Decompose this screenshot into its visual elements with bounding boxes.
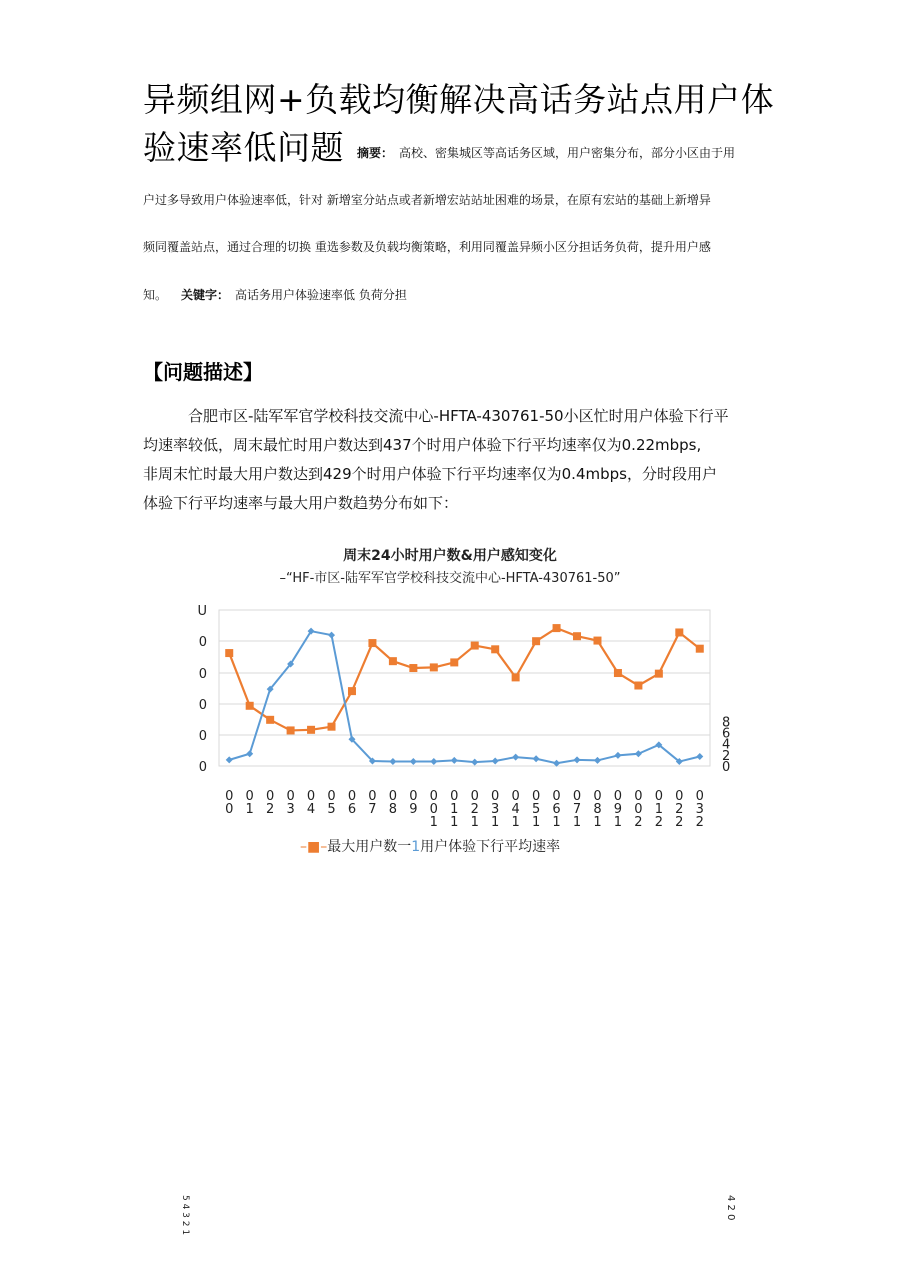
data-point-users <box>614 669 622 677</box>
data-point-rate <box>246 750 253 757</box>
x-tick-label: 0 <box>368 789 377 804</box>
data-point-users <box>491 645 499 653</box>
data-point-rate <box>226 756 233 763</box>
data-point-users <box>532 637 540 645</box>
data-point-users <box>573 632 581 640</box>
x-tick-label: 1 <box>450 802 459 817</box>
abstract-text-1: 高校、密集城区等高话务区域，用户密集分布，部分小区由于用 <box>399 146 736 160</box>
x-tick-label: 1 <box>470 815 479 830</box>
right-tick-label: 0 <box>722 760 731 775</box>
x-tick-label: 0 <box>634 802 643 817</box>
left-tick-label: 0 <box>198 667 207 682</box>
legend-dash: 一 <box>397 839 412 855</box>
data-point-users <box>512 673 520 681</box>
x-tick-label: 1 <box>552 815 561 830</box>
data-point-users <box>593 637 601 645</box>
paragraph-line-1: 合肥市区-陆军军官学校科技交流中心-HFTA-430761-50小区忙时用户体验下行平 <box>188 407 729 425</box>
x-tick-label: 0 <box>470 789 479 804</box>
document-title: 异频组网+负载均衡解决高话务站点用户体验速率低问题 <box>143 80 775 167</box>
x-tick-label: 2 <box>634 815 643 830</box>
x-tick-label: 3 <box>286 802 295 817</box>
x-tick-label: 0 <box>429 789 438 804</box>
paragraph-line-4: 体验下行平均速率与最大用户数趋势分布如下： <box>143 494 459 512</box>
x-tick-label: 2 <box>695 815 704 830</box>
legend-label-users: 最大用户数 <box>327 839 398 855</box>
data-point-users <box>287 726 295 734</box>
x-tick-label: 0 <box>552 789 561 804</box>
data-point-rate <box>696 753 703 760</box>
legend-label-rate: 用户体验下行平均速率 <box>420 839 561 855</box>
x-tick-label: 0 <box>347 789 357 804</box>
data-point-rate <box>512 754 519 761</box>
right-tick-label: 2 <box>722 748 731 764</box>
data-point-users <box>634 682 642 690</box>
x-tick-label: 2 <box>675 802 684 817</box>
abstract-line-3: 频同覆盖站点，通过合理的切换 重选参数及负载均衡策略，利用同覆盖异频小区分担话务负荷，提升用户感 <box>143 240 711 254</box>
data-point-users <box>307 726 315 734</box>
x-tick-label: 1 <box>511 815 520 830</box>
x-tick-label: 1 <box>593 815 602 830</box>
data-point-users <box>328 723 336 731</box>
x-tick-label: 7 <box>572 802 582 817</box>
x-tick-label: 0 <box>613 789 623 804</box>
data-point-rate <box>492 757 499 764</box>
x-tick-label: 2 <box>675 815 684 830</box>
keywords-label: 关键字： <box>181 288 230 302</box>
paragraph-line-2: 均速率较低，周末最忙时用户数达到437个时用户体验下行平均速率仅为0.22mbps, <box>143 436 702 454</box>
legend-marker-blue: 1 <box>411 839 421 855</box>
right-tick-label: 6 <box>722 726 731 742</box>
x-tick-label: 0 <box>245 789 254 804</box>
left-tick-label: 0 <box>198 698 207 713</box>
abstract-label: 摘要： <box>357 146 394 160</box>
x-tick-label: 1 <box>572 815 582 830</box>
x-tick-label: 1 <box>531 815 541 830</box>
data-point-users <box>409 664 417 672</box>
left-axis-side-label: 5 4 3 2 1 <box>180 1195 190 1236</box>
left-tick-label: 0 <box>198 760 207 775</box>
data-point-users <box>471 642 479 650</box>
abstract-text-4: 知。 <box>143 288 168 302</box>
x-tick-label: 9 <box>409 802 418 817</box>
abstract-line-1 <box>357 146 735 160</box>
series-line-rate <box>229 631 700 763</box>
abstract-line-2: 户过多导致用户体验速率低，针对 新增室分站点或者新增宏站站址困难的场景，在原有宏站的基础上新增异 <box>143 193 711 207</box>
x-tick-label: 7 <box>368 802 377 817</box>
x-tick-label: 0 <box>327 789 336 804</box>
data-point-rate <box>410 758 417 765</box>
x-tick-label: 0 <box>593 789 602 804</box>
x-tick-label: 0 <box>491 789 500 804</box>
chart-legend <box>300 836 560 856</box>
x-tick-label: 2 <box>470 802 479 817</box>
x-tick-label: 1 <box>245 802 254 817</box>
x-tick-label: 0 <box>429 802 438 817</box>
chart-title: 周末24小时用户数&用户感知变化 <box>343 548 557 564</box>
x-tick-label: 6 <box>552 802 561 817</box>
data-point-rate <box>574 756 581 763</box>
data-point-users <box>450 658 458 666</box>
left-tick-label: 0 <box>198 729 207 744</box>
right-tick-label: 4 <box>722 737 731 753</box>
paragraph-line-3: 非周末忙时最大用户数达到429个时用户体验下行平均速率仅为0.4mbps，分时段用户 <box>143 465 717 483</box>
x-tick-label: 0 <box>511 789 520 804</box>
data-point-rate <box>594 757 601 764</box>
x-tick-label: 1 <box>613 815 623 830</box>
data-point-users <box>368 639 376 647</box>
data-point-rate <box>389 758 396 765</box>
x-tick-label: 5 <box>327 802 336 817</box>
keywords-text: 高话务用户体验速率低 负荷分担 <box>235 288 407 302</box>
right-tick-label: 8 <box>722 715 731 731</box>
x-tick-label: 0 <box>531 789 541 804</box>
x-tick-label: 0 <box>225 802 234 817</box>
x-tick-label: 4 <box>306 802 316 817</box>
x-tick-label: 0 <box>225 789 234 804</box>
x-tick-label: 1 <box>654 802 663 817</box>
data-point-users <box>266 716 274 724</box>
data-point-users <box>430 663 438 671</box>
data-point-rate <box>451 757 458 764</box>
legend-marker-orange: –■– <box>300 839 328 855</box>
x-tick-label: 3 <box>491 802 500 817</box>
data-point-users <box>675 628 683 636</box>
left-tick-label: 0 <box>198 635 207 650</box>
x-tick-label: 3 <box>695 802 704 817</box>
x-tick-label: 1 <box>491 815 500 830</box>
x-tick-label: 0 <box>286 789 295 804</box>
section-heading-problem: 【问题描述】 <box>143 360 263 384</box>
abstract-line-4 <box>143 288 407 302</box>
x-tick-label: 0 <box>266 789 275 804</box>
x-tick-label: 8 <box>593 802 602 817</box>
data-point-users <box>389 657 397 665</box>
x-tick-label: 0 <box>388 789 398 804</box>
data-point-users <box>696 645 704 653</box>
data-point-rate <box>430 758 437 765</box>
chart-subtitle: –“HF-市区-陆军军官学校科技交流中心-HFTA-430761-50” <box>279 571 621 586</box>
x-tick-label: 2 <box>266 802 275 817</box>
x-tick-label: 4 <box>511 802 520 817</box>
x-tick-label: 0 <box>654 789 663 804</box>
series-line-users <box>229 628 700 730</box>
left-tick-label: U <box>197 604 207 619</box>
x-tick-label: 6 <box>347 802 357 817</box>
data-point-users <box>246 702 254 710</box>
x-tick-label: 0 <box>634 789 643 804</box>
data-point-users <box>348 687 356 695</box>
data-point-rate <box>471 759 478 766</box>
right-axis-side-label: 4 2 0 <box>725 1195 736 1221</box>
data-point-rate <box>328 632 335 639</box>
data-point-rate <box>635 750 642 757</box>
data-point-rate <box>533 755 540 762</box>
data-point-users <box>553 624 561 632</box>
x-tick-label: 1 <box>450 815 459 830</box>
x-tick-label: 0 <box>675 789 684 804</box>
data-point-rate <box>614 752 621 759</box>
x-tick-label: 9 <box>613 802 623 817</box>
x-tick-label: 5 <box>531 802 541 817</box>
data-point-users <box>655 670 663 678</box>
x-tick-label: 1 <box>429 815 438 830</box>
x-tick-label: 0 <box>306 789 316 804</box>
x-tick-label: 0 <box>409 789 418 804</box>
x-tick-label: 0 <box>450 789 459 804</box>
x-tick-label: 2 <box>654 815 663 830</box>
data-point-users <box>225 649 233 657</box>
x-tick-label: 0 <box>695 789 704 804</box>
x-tick-label: 8 <box>388 802 398 817</box>
x-tick-label: 0 <box>572 789 582 804</box>
